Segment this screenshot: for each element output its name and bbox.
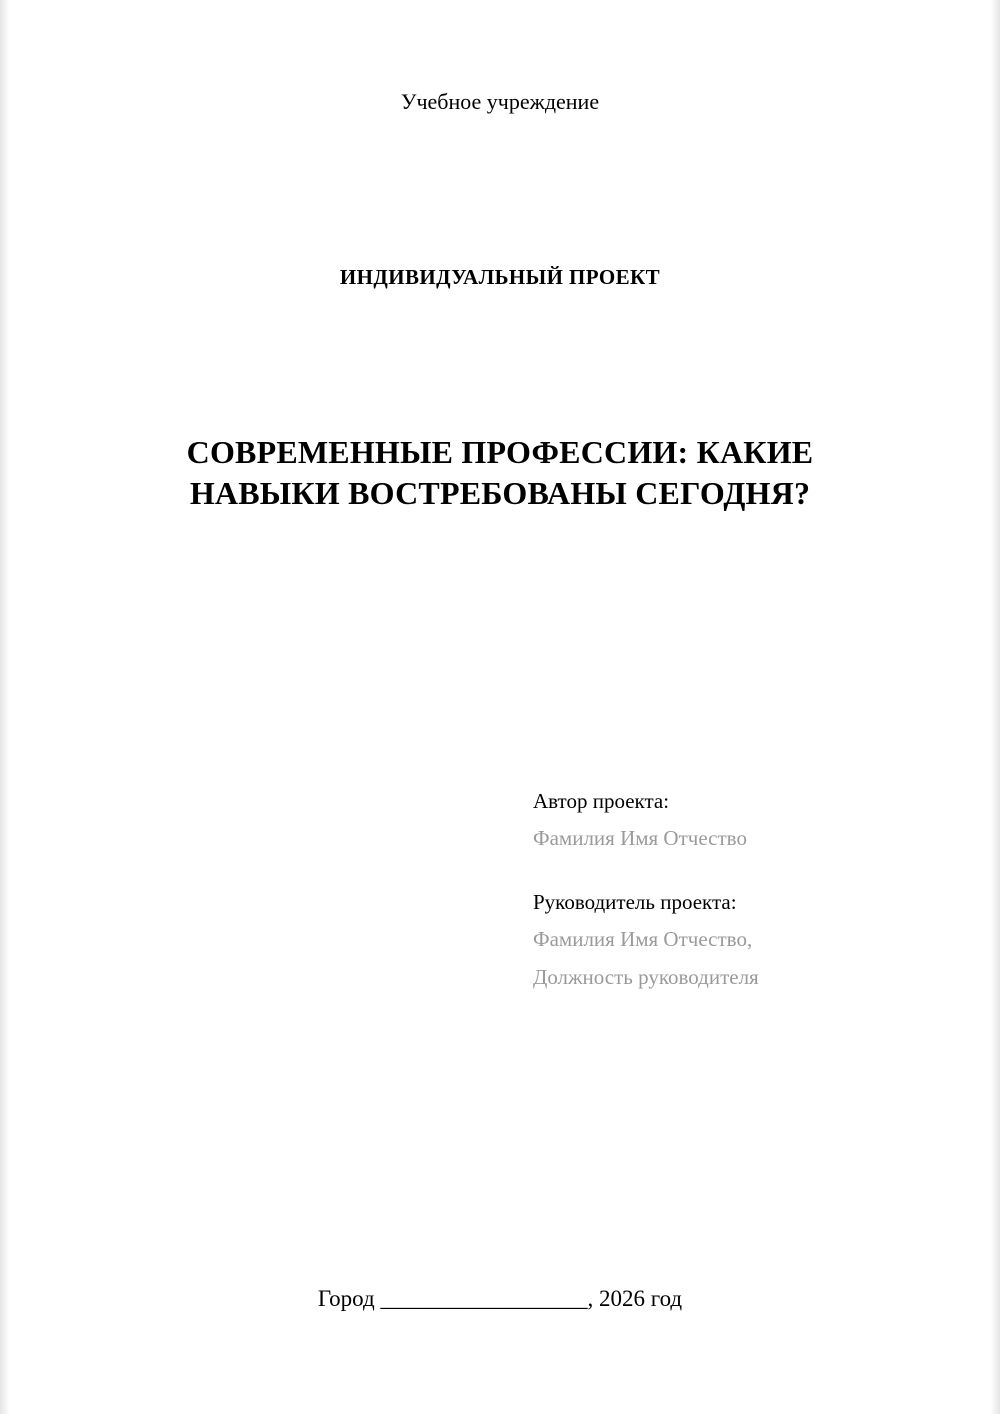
supervisor-value-line-2: Должность руководителя: [533, 964, 759, 989]
author-group: [533, 783, 953, 858]
supervisor-group: [533, 884, 953, 996]
page-title: СОВРЕМЕННЫЕ ПРОФЕССИИ: КАКИЕ НАВЫКИ ВОСТРЕБОВАНЫ СЕГОДНЯ?: [186, 434, 814, 511]
institution-name: Учебное учреждение: [400, 89, 600, 114]
author-label: Автор проекта:: [533, 789, 670, 813]
document-type: ИНДИВИДУАЛЬНЫЙ ПРОЕКТ: [339, 265, 661, 289]
supervisor-label: Руководитель проекта:: [533, 889, 737, 914]
author-value: Фамилия Имя Отчество: [533, 826, 747, 851]
city-and-year: Город __________________, 2026 год: [317, 1286, 683, 1311]
signature-block: [533, 783, 953, 1022]
supervisor-value-line-1: Фамилия Имя Отчество,: [533, 927, 753, 952]
